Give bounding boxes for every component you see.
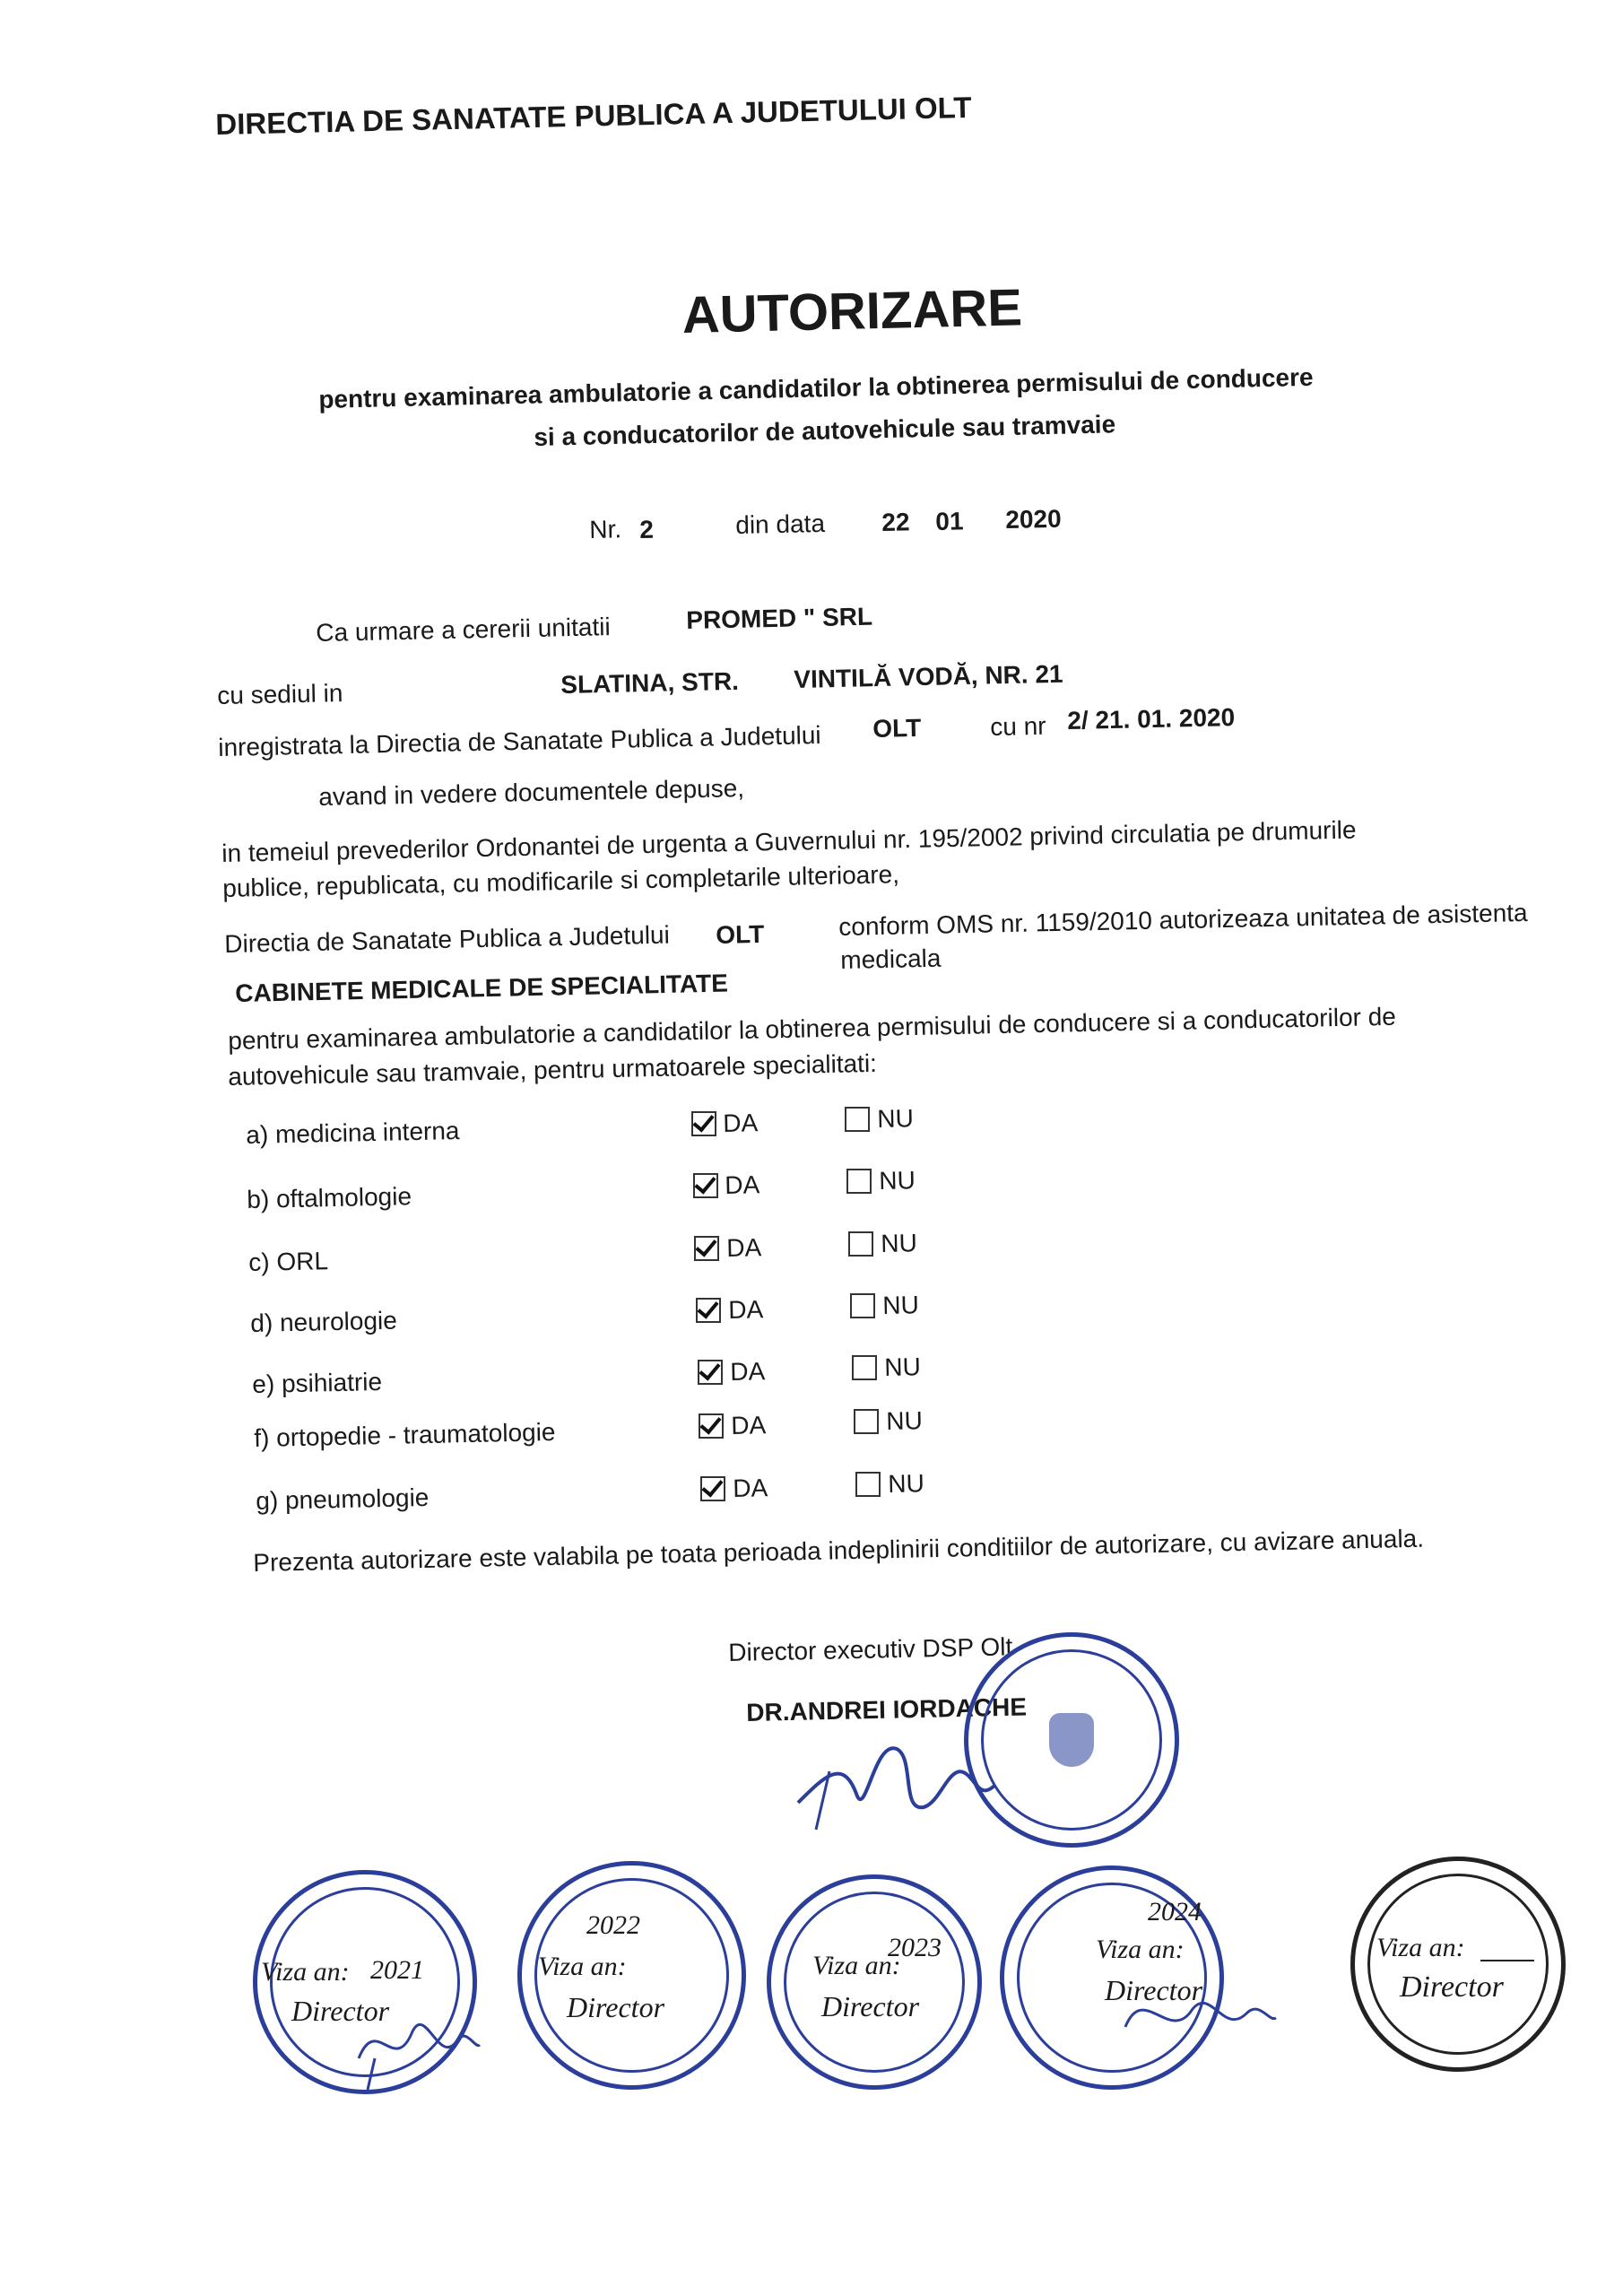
visa-label: Viza an: (1096, 1935, 1185, 1964)
specialty-label: g) pneumologie (256, 1483, 430, 1515)
nu-checkbox[interactable] (855, 1472, 881, 1497)
visa-role: Director (1105, 1974, 1203, 2006)
signer-name: DR.ANDREI IORDACHE (746, 1692, 1028, 1726)
visa-role: Director (291, 1995, 390, 2027)
issuer-header: DIRECTIA DE SANATATE PUBLICA A JUDETULUI OLT (215, 90, 972, 141)
date-year: 2020 (1005, 504, 1062, 534)
date-day: 22 (881, 508, 910, 536)
specialty-label: d) neurologie (250, 1306, 398, 1337)
subtitle-line-1: pentru examinarea ambulatorie a candidatilor la obtinerea permisului de conducere (318, 362, 1314, 413)
request-label: Ca urmare a cererii unitatii (316, 613, 611, 647)
visa-year-blank (1480, 1960, 1534, 1961)
registered-nr-label: cu nr (990, 711, 1046, 741)
nu-checkbox[interactable] (850, 1293, 875, 1318)
coat-of-arms-icon (1049, 1713, 1094, 1767)
dsp-official-stamp (964, 1632, 1179, 1848)
date-label: din data (735, 509, 826, 539)
nu-label: NU (877, 1104, 915, 1133)
nu-checkbox[interactable] (846, 1169, 872, 1194)
nu-checkbox[interactable] (845, 1107, 870, 1132)
visa-stamp (767, 1874, 982, 2090)
visa-label: Viza an: (1376, 1933, 1465, 1962)
da-checkbox[interactable] (696, 1298, 721, 1323)
visa-stamp (517, 1861, 746, 2090)
da-label: DA (730, 1357, 766, 1386)
visa-role: Director (567, 1991, 665, 2023)
seat-street: VINTILĂ VODĂ, NR. 21 (794, 659, 1063, 693)
nr-label: Nr. (589, 515, 622, 544)
visa-signature (1116, 1973, 1278, 2054)
visa-year: 2023 (888, 1933, 942, 1962)
specialty-label: e) psihiatrie (252, 1367, 383, 1398)
visa-year: 2022 (586, 1910, 640, 1940)
registered-label: inregistrata la Directia de Sanatate Publica a Judetului (218, 720, 821, 761)
document-title: AUTORIZARE (681, 278, 1023, 344)
seat-city: SLATINA, STR. (560, 666, 740, 699)
specialty-label: c) ORL (248, 1247, 329, 1276)
subtitle-line-2: si a conducatorilor de autovehicule sau tramvaie (534, 410, 1116, 451)
da-label: DA (728, 1295, 764, 1324)
nr-value: 2 (639, 515, 655, 544)
visa-stamp (1350, 1857, 1566, 2072)
visa-label: Viza an: (261, 1957, 350, 1987)
law-line-2: publice, republicata, cu modificarile si completarile ulterioare, (222, 860, 900, 902)
nu-label: NU (881, 1229, 918, 1257)
nu-label: NU (886, 1406, 924, 1435)
nu-checkbox[interactable] (854, 1409, 879, 1434)
da-checkbox[interactable] (694, 1236, 719, 1261)
da-label: DA (733, 1474, 768, 1502)
documents-line: avand in vedere documentele depuse, (318, 774, 745, 811)
da-checkbox[interactable] (700, 1476, 725, 1501)
oms-line-1: conform OMS nr. 1159/2010 autorizeaza unitatea de asistenta (838, 898, 1528, 941)
specialty-label: b) oftalmologie (247, 1182, 412, 1213)
da-label: DA (731, 1411, 767, 1439)
oms-line-2: medicala (840, 944, 942, 974)
nu-label: NU (884, 1352, 922, 1381)
dsp-county: OLT (716, 919, 765, 949)
visa-label: Viza an: (538, 1952, 627, 1981)
da-label: DA (726, 1233, 762, 1262)
purpose-line-2: autovehicule sau tramvaie, pentru urmatoarele specialitati: (228, 1048, 878, 1091)
nu-label: NU (879, 1166, 916, 1195)
seat-label: cu sediul in (217, 679, 343, 709)
da-label: DA (725, 1170, 760, 1199)
da-label: DA (723, 1109, 759, 1137)
da-checkbox[interactable] (691, 1111, 716, 1136)
date-month: 01 (935, 507, 964, 535)
nu-checkbox[interactable] (852, 1355, 877, 1380)
registered-nr: 2/ 21. 01. 2020 (1067, 703, 1236, 735)
visa-role: Director (821, 1990, 920, 2022)
da-checkbox[interactable] (698, 1360, 723, 1385)
unit-type: CABINETE MEDICALE DE SPECIALITATE (235, 969, 729, 1007)
signer-title: Director executiv DSP Olt (728, 1632, 1013, 1666)
visa-signature (350, 1996, 484, 2094)
da-checkbox[interactable] (699, 1413, 724, 1439)
visa-role: Director (1400, 1970, 1504, 2004)
nu-label: NU (888, 1469, 925, 1498)
visa-year: 2021 (370, 1955, 424, 1985)
registered-county: OLT (872, 713, 922, 743)
purpose-line-1: pentru examinarea ambulatorie a candidatilor la obtinerea permisului de conducere si a conducatorilor de (228, 1002, 1397, 1055)
visa-label: Viza an: (812, 1951, 901, 1980)
nu-checkbox[interactable] (848, 1231, 873, 1257)
visa-year: 2024 (1148, 1897, 1202, 1926)
nu-label: NU (882, 1291, 920, 1319)
unit-name: PROMED " SRL (686, 602, 873, 634)
law-line-1: in temeiul prevederilor Ordonantei de urgenta a Guvernului nr. 195/2002 privind circulatia pe drumurile (221, 815, 1357, 867)
validity-statement: Prezenta autorizare este valabila pe toata perioada indeplinirii conditiilor de autorizare, cu avizare anuala. (253, 1524, 1425, 1577)
specialty-label: f) ortopedie - traumatologie (254, 1417, 556, 1452)
da-checkbox[interactable] (693, 1173, 718, 1198)
dsp-label: Directia de Sanatate Publica a Judetului (224, 920, 671, 958)
specialty-label: a) medicina interna (246, 1117, 460, 1149)
